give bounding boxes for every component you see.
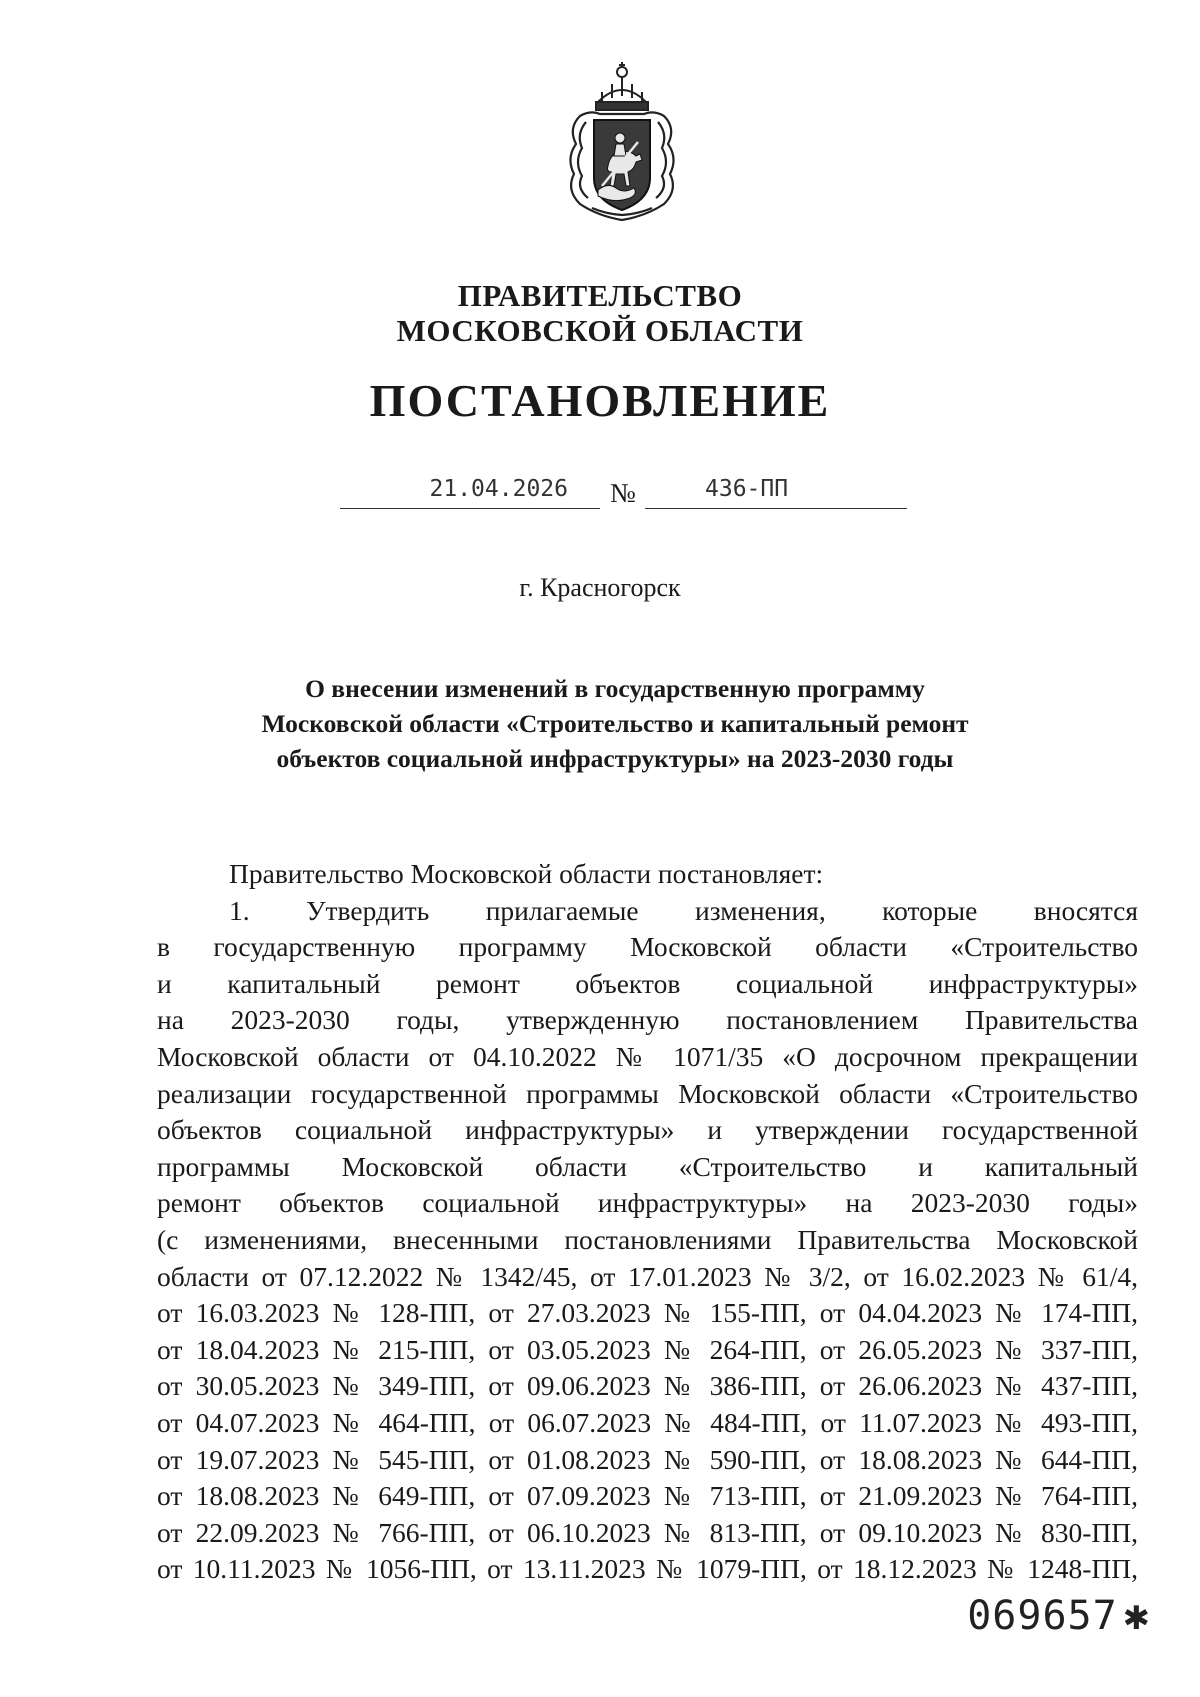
body-line: и капитальный ремонт объектов социальной инфраструктуры» bbox=[157, 967, 1138, 999]
body-line: объектов социальной инфраструктуры» и утверждении государственной bbox=[157, 1114, 1138, 1146]
coat-of-arms-icon bbox=[558, 58, 686, 226]
date-field bbox=[340, 468, 600, 509]
body-line: программы Московской области «Строительство и капитальный bbox=[157, 1150, 1138, 1182]
body-line: в государственную программу Московской области «Строительство bbox=[157, 931, 1138, 963]
body-line: Московской области от 04.10.2022 № 1071/35 «О досрочном прекращении bbox=[157, 1040, 1138, 1072]
body-line: 1. Утвердить прилагаемые изменения, которые вносятся bbox=[229, 894, 1138, 926]
body-line: от 18.08.2023 № 649-ПП, от 07.09.2023 № 713-ПП, от 21.09.2023 № 764-ПП, bbox=[157, 1480, 1138, 1512]
title-line: объектов социальной инфраструктуры» на 2023-2030 годы bbox=[276, 744, 954, 773]
number-value: 436-ПП bbox=[705, 476, 789, 502]
document-title bbox=[150, 671, 1080, 776]
body-line: Правительство Московской области постановляет: bbox=[229, 858, 824, 889]
body-line: от 10.11.2023 № 1056-ПП, от 13.11.2023 № 1079-ПП, от 18.12.2023 № 1248-ПП, bbox=[157, 1553, 1138, 1585]
body-line: реализации государственной программы Московской области «Строительство bbox=[157, 1077, 1138, 1109]
authority-name-line2: МОСКОВСКОЙ ОБЛАСТИ bbox=[396, 313, 804, 348]
body-line: от 30.05.2023 № 349-ПП, от 09.06.2023 № 386-ПП, от 26.06.2023 № 437-ПП, bbox=[157, 1370, 1138, 1402]
serial-number-value: 069657 bbox=[967, 1593, 1118, 1639]
city: г. Красногорск bbox=[519, 573, 681, 602]
body-line: на 2023-2030 годы, утвержденную постановлением Правительства bbox=[157, 1004, 1138, 1036]
body-line: от 19.07.2023 № 545-ПП, от 01.08.2023 № 590-ПП, от 18.08.2023 № 644-ПП, bbox=[157, 1443, 1138, 1475]
title-line: О внесении изменений в государственную программу bbox=[305, 674, 925, 703]
date-value: 21.04.2026 bbox=[429, 476, 568, 502]
authority-name-line1: ПРАВИТЕЛЬСТВО bbox=[457, 278, 743, 313]
number-field bbox=[645, 468, 907, 509]
body-line: ремонт объектов социальной инфраструктуры» на 2023-2030 годы» bbox=[157, 1187, 1138, 1219]
document-body bbox=[157, 856, 1138, 1588]
registration-line bbox=[0, 468, 1200, 518]
document-type: ПОСТАНОВЛЕНИЕ bbox=[369, 375, 831, 426]
title-line: Московской области «Строительство и капитальный ремонт bbox=[261, 709, 969, 738]
body-line: (с изменениями, внесенными постановлениями Правительства Московской bbox=[157, 1223, 1138, 1255]
asterisk-icon: ✱ bbox=[1123, 1590, 1150, 1639]
body-line: от 16.03.2023 № 128-ПП, от 27.03.2023 № 155-ПП, от 04.04.2023 № 174-ПП, bbox=[157, 1297, 1138, 1329]
number-sign: № bbox=[610, 478, 636, 508]
serial-number bbox=[967, 1590, 1150, 1639]
body-line: области от 07.12.2022 № 1342/45, от 17.01.2023 № 3/2, от 16.02.2023 № 61/4, bbox=[157, 1260, 1138, 1292]
body-line: от 18.04.2023 № 215-ПП, от 03.05.2023 № 264-ПП, от 26.05.2023 № 337-ПП, bbox=[157, 1333, 1138, 1365]
body-line: от 22.09.2023 № 766-ПП, от 06.10.2023 № 813-ПП, от 09.10.2023 № 830-ПП, bbox=[157, 1516, 1138, 1548]
body-line: от 04.07.2023 № 464-ПП, от 06.07.2023 № 484-ПП, от 11.07.2023 № 493-ПП, bbox=[157, 1406, 1138, 1438]
